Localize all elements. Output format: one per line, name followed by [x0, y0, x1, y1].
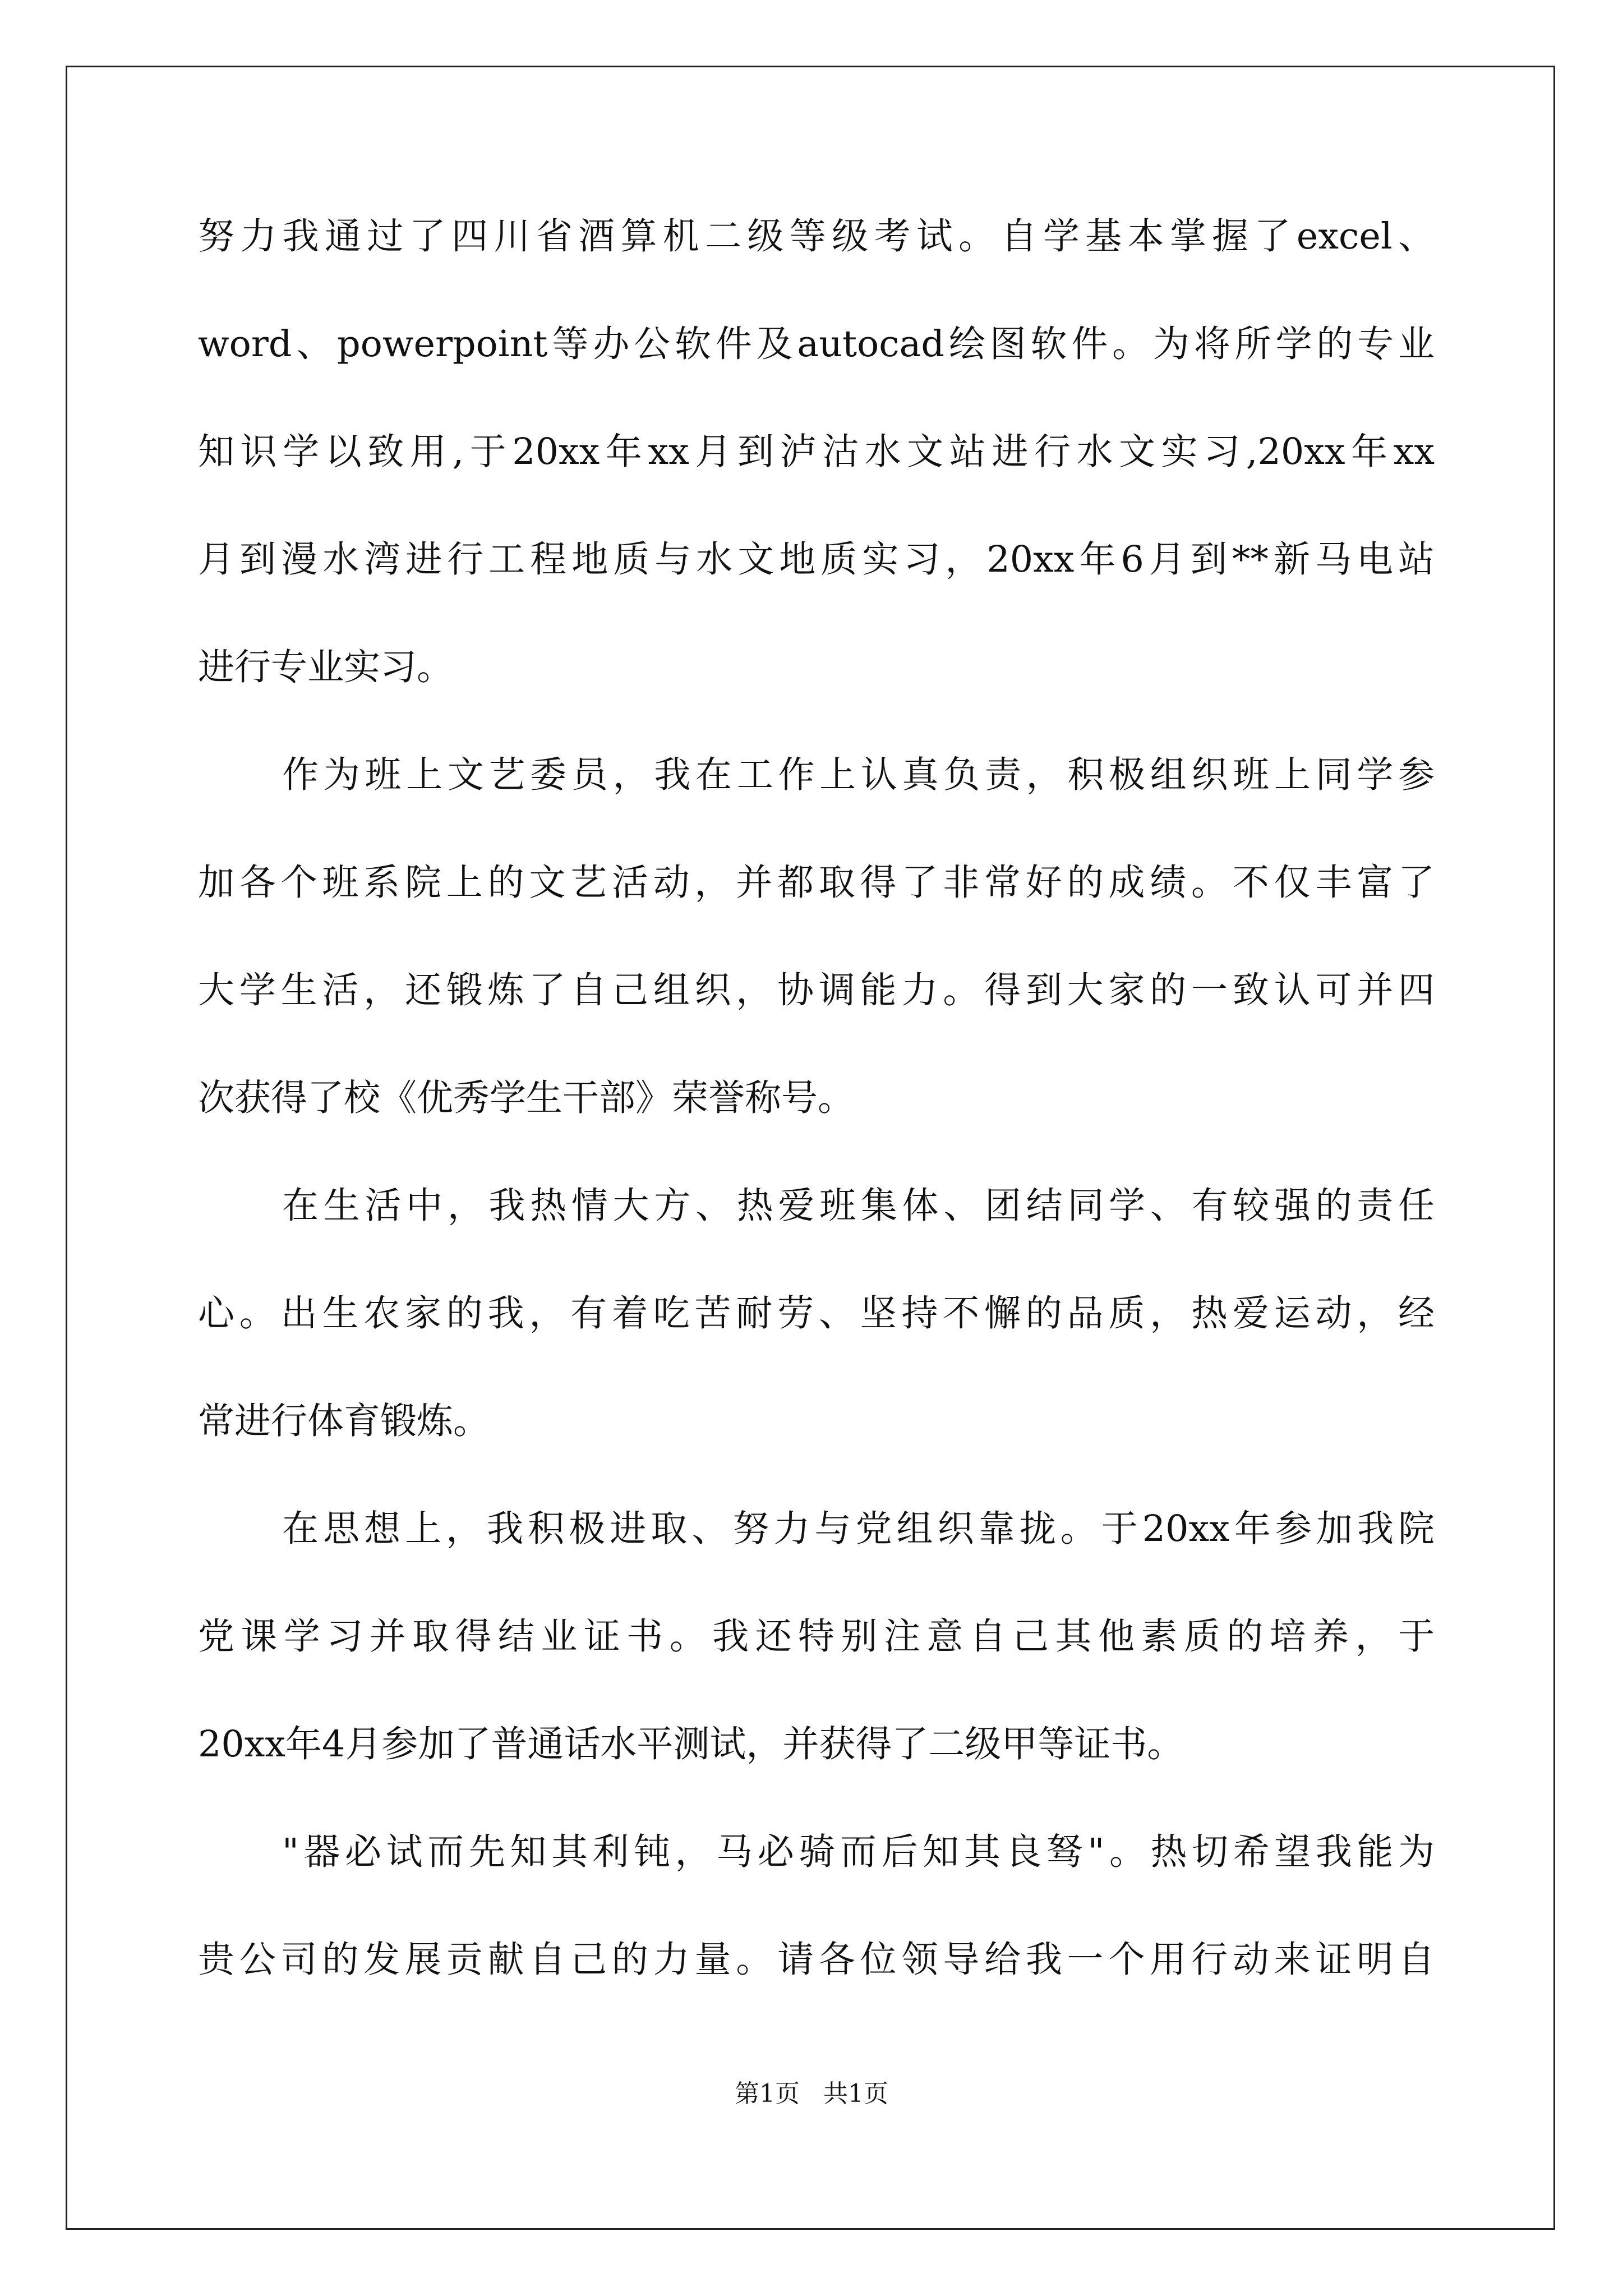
- text-line: 努力我通过了四川省酒算机二级等级考试。自学基本掌握了excel、: [198, 216, 1435, 257]
- page-footer: [0, 2080, 1623, 2108]
- text-line: 大学生活，还锻炼了自己组织，协调能力。得到大家的一致认可并四: [198, 970, 1435, 1011]
- text-line: 次获得了校《优秀学生干部》荣誉称号。: [198, 1078, 855, 1119]
- text-line: 常进行体育锻炼。: [198, 1401, 490, 1442]
- text-line: "器必试而先知其利钝，马必骑而后知其良驽"。热切希望我能为: [282, 1832, 1435, 1873]
- text-line: 作为班上文艺委员，我在工作上认真负责，积极组织班上同学参: [282, 754, 1435, 796]
- document-body: [198, 216, 1435, 2047]
- text-line: 在思想上，我积极进取、努力与党组织靠拢。于20xx年参加我院: [282, 1508, 1435, 1550]
- text-line: 心。出生农家的我，有着吃苦耐劳、坚持不懈的品质，热爱运动，经: [198, 1293, 1435, 1335]
- text-line: 进行专业实习。: [198, 647, 454, 688]
- text-line: 月到漫水湾进行工程地质与水文地质实习，20xx年6月到**新马电站: [198, 539, 1435, 581]
- page-number: 第1页: [735, 2079, 800, 2108]
- text-line: 20xx年4月参加了普通话水平测试，并获得了二级甲等证书。: [198, 1724, 1184, 1765]
- text-line: 在生活中，我热情大方、热爱班集体、团结同学、有较强的责任: [282, 1185, 1435, 1227]
- page-total: 共1页: [823, 2079, 888, 2108]
- text-line: 知识学以致用,于20xx年xx月到泸沽水文站进行水文实习,20xx年xx: [198, 431, 1435, 473]
- text-line: word、powerpoint等办公软件及autocad绘图软件。为将所学的专业: [198, 324, 1435, 365]
- text-line: 加各个班系院上的文艺活动，并都取得了非常好的成绩。不仅丰富了: [198, 862, 1435, 904]
- text-line: 党课学习并取得结业证书。我还特别注意自己其他素质的培养，于: [198, 1616, 1435, 1658]
- text-line: 贵公司的发展贡献自己的力量。请各位领导给我一个用行动来证明自: [198, 1939, 1435, 1981]
